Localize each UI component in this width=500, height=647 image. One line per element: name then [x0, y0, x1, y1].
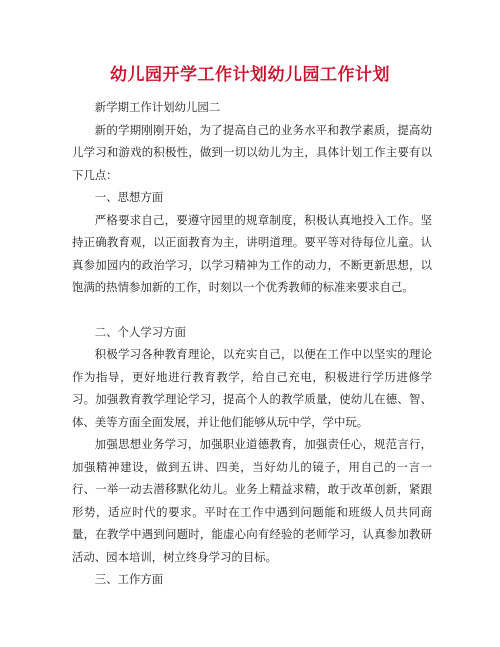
section-heading: 三、工作方面	[94, 572, 164, 586]
section-heading: 一、思想方面	[94, 190, 164, 204]
section-paragraph: 加强思想业务学习，加强职业道德教育，加强责任心，规范言行，加强精神建设，做到五讲、四美，当好幼儿的镜子，用自己的一言一行、一举一动去潜移默化幼儿。业务上精益求精，敢于改革创新，紧跟形势，适应时代的要求。平时在工作中遇到问题能和班级人员共同商量，在教学中遇到问题时，能虚心向有经验的老师学习，认真参加教研活动、园本培训，树立终身学习的目标。	[72, 437, 432, 564]
section-paragraph: 严格要求自己，要遵守园里的规章制度，积极认真地投入工作。坚持正确教育观，以正面教育为主，讲明道理。要平等对待每位儿童。认真参加园内的政治学习，以学习精神为工作的动力，不断更新思想，以饱满的热情参加新的工作，时刻以一个优秀教师的标准来要求自己。	[72, 212, 432, 294]
document-subtitle: 新学期工作计划幼儿园二	[94, 100, 221, 114]
document-body	[72, 96, 432, 591]
section-heading: 二、个人学习方面	[94, 324, 186, 339]
document-title: 幼儿园开学工作计划幼儿园工作计划	[110, 65, 390, 85]
section-spacer	[72, 299, 432, 321]
section-paragraph: 积极学习各种教育理论，以充实自己，以便在工作中以坚实的理论作为指导，更好地进行教育教学，给自己充电，积极进行学历进修学习。加强教育教学理论学习，提高个人的教学质量，使幼儿在德、智、体、美等方面全面发展，并让他们能够从玩中学，学中玩。	[72, 347, 432, 429]
intro-paragraph: 新的学期刚刚开始，为了提高自己的业务水平和教学素质，提高幼儿学习和游戏的积极性，做到一切以幼儿为主，具体计划工作主要有以下几点：	[72, 122, 432, 182]
